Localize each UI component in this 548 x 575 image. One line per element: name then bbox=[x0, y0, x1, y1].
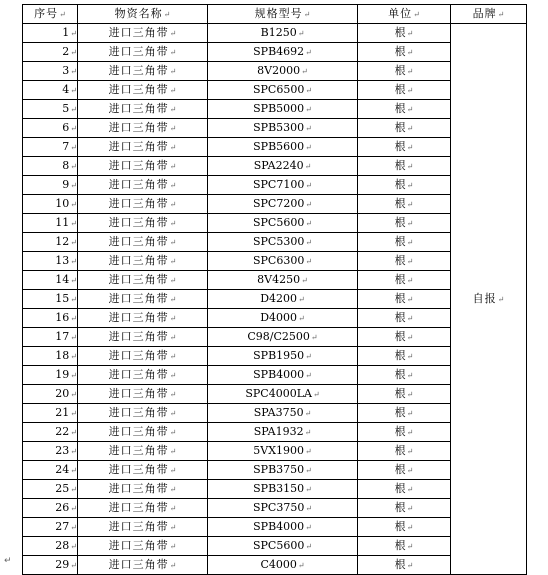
cell-model: SPB4000↵ bbox=[208, 518, 358, 537]
paragraph-mark: ↵ bbox=[406, 105, 414, 114]
paragraph-mark: ↵ bbox=[305, 48, 312, 57]
cell-unit: 根↵ bbox=[358, 385, 451, 404]
cell-unit: 根↵ bbox=[358, 480, 451, 499]
paragraph-mark: ↵ bbox=[70, 371, 77, 380]
cell-model: SPC5600↵ bbox=[208, 537, 358, 556]
cell-model: SPB5600↵ bbox=[208, 138, 358, 157]
paragraph-mark: ↵ bbox=[169, 428, 177, 437]
cell-model: C98/C2500↵ bbox=[208, 328, 358, 347]
paragraph-mark: ↵ bbox=[70, 352, 77, 361]
paragraph-mark: ↵ bbox=[169, 352, 177, 361]
paragraph-mark: ↵ bbox=[169, 219, 177, 228]
paragraph-mark: ↵ bbox=[169, 48, 177, 57]
cell-name: 进口三角带↵ bbox=[78, 195, 208, 214]
paragraph-mark: ↵ bbox=[406, 409, 414, 418]
paragraph-mark: ↵ bbox=[406, 333, 414, 342]
cell-model: SPB4000↵ bbox=[208, 366, 358, 385]
cell-no: 4↵ bbox=[23, 81, 78, 100]
paragraph-mark: ↵ bbox=[169, 314, 177, 323]
cell-name: 进口三角带↵ bbox=[78, 385, 208, 404]
paragraph-mark: ↵ bbox=[70, 162, 77, 171]
cell-unit: 根↵ bbox=[358, 423, 451, 442]
cell-name: 进口三角带↵ bbox=[78, 233, 208, 252]
paragraph-mark: ↵ bbox=[413, 10, 420, 19]
cell-model: SPC3750↵ bbox=[208, 499, 358, 518]
paragraph-mark: ↵ bbox=[169, 371, 177, 380]
paragraph-mark: ↵ bbox=[305, 143, 312, 152]
paragraph-mark: ↵ bbox=[70, 29, 77, 38]
header-cell-no: 序号↵ bbox=[23, 5, 78, 24]
paragraph-mark: ↵ bbox=[169, 295, 177, 304]
cell-model: SPB3750↵ bbox=[208, 461, 358, 480]
paragraph-mark: ↵ bbox=[169, 105, 177, 114]
cell-no: 16↵ bbox=[23, 309, 78, 328]
paragraph-mark: ↵ bbox=[4, 556, 12, 566]
cell-name: 进口三角带↵ bbox=[78, 271, 208, 290]
paragraph-mark: ↵ bbox=[70, 48, 77, 57]
cell-unit: 根↵ bbox=[358, 214, 451, 233]
cell-model: D4000↵ bbox=[208, 309, 358, 328]
paragraph-mark: ↵ bbox=[310, 333, 318, 342]
paragraph-mark: ↵ bbox=[305, 181, 313, 190]
cell-brand: 自报↵ bbox=[451, 24, 527, 575]
paragraph-mark: ↵ bbox=[169, 257, 177, 266]
paragraph-mark: ↵ bbox=[70, 485, 77, 494]
cell-no: 9↵ bbox=[23, 176, 78, 195]
paragraph-mark: ↵ bbox=[70, 105, 77, 114]
cell-model: SPB1950↵ bbox=[208, 347, 358, 366]
cell-name: 进口三角带↵ bbox=[78, 62, 208, 81]
paragraph-mark: ↵ bbox=[406, 504, 414, 513]
paragraph-mark: ↵ bbox=[406, 485, 414, 494]
paragraph-mark: ↵ bbox=[406, 200, 414, 209]
cell-unit: 根↵ bbox=[358, 62, 451, 81]
paragraph-mark: ↵ bbox=[305, 200, 313, 209]
paragraph-mark: ↵ bbox=[169, 162, 177, 171]
cell-name: 进口三角带↵ bbox=[78, 138, 208, 157]
paragraph-mark: ↵ bbox=[406, 428, 414, 437]
paragraph-mark: ↵ bbox=[169, 333, 177, 342]
cell-no: 6↵ bbox=[23, 119, 78, 138]
cell-model: SPA2240↵ bbox=[208, 157, 358, 176]
cell-unit: 根↵ bbox=[358, 100, 451, 119]
paragraph-mark: ↵ bbox=[406, 48, 414, 57]
cell-name: 进口三角带↵ bbox=[78, 157, 208, 176]
cell-name: 进口三角带↵ bbox=[78, 176, 208, 195]
cell-unit: 根↵ bbox=[358, 461, 451, 480]
cell-no: 25↵ bbox=[23, 480, 78, 499]
paragraph-mark: ↵ bbox=[70, 504, 77, 513]
paragraph-mark: ↵ bbox=[169, 409, 177, 418]
paragraph-mark: ↵ bbox=[406, 124, 414, 133]
paragraph-mark: ↵ bbox=[312, 390, 320, 399]
paragraph-mark: ↵ bbox=[70, 428, 77, 437]
paragraph-mark: ↵ bbox=[169, 523, 177, 532]
cell-no: 27↵ bbox=[23, 518, 78, 537]
paragraph-mark: ↵ bbox=[305, 352, 312, 361]
paragraph-mark: ↵ bbox=[297, 29, 305, 38]
cell-no: 7↵ bbox=[23, 138, 78, 157]
paragraph-mark: ↵ bbox=[305, 124, 312, 133]
cell-unit: 根↵ bbox=[358, 442, 451, 461]
cell-name: 进口三角带↵ bbox=[78, 347, 208, 366]
cell-name: 进口三角带↵ bbox=[78, 480, 208, 499]
cell-no: 5↵ bbox=[23, 100, 78, 119]
paragraph-mark: ↵ bbox=[305, 219, 313, 228]
paragraph-mark: ↵ bbox=[305, 447, 312, 456]
paragraph-mark: ↵ bbox=[305, 542, 313, 551]
cell-model: B1250↵ bbox=[208, 24, 358, 43]
paragraph-mark: ↵ bbox=[70, 67, 77, 76]
cell-name: 进口三角带↵ bbox=[78, 290, 208, 309]
cell-no: 23↵ bbox=[23, 442, 78, 461]
paragraph-mark: ↵ bbox=[297, 561, 305, 570]
paragraph-mark: ↵ bbox=[70, 447, 77, 456]
paragraph-mark: ↵ bbox=[169, 542, 177, 551]
cell-no: 26↵ bbox=[23, 499, 78, 518]
paragraph-mark: ↵ bbox=[70, 124, 77, 133]
paragraph-mark: ↵ bbox=[169, 143, 177, 152]
paragraph-mark: ↵ bbox=[406, 143, 414, 152]
paragraph-mark: ↵ bbox=[169, 447, 177, 456]
cell-model: SPC5600↵ bbox=[208, 214, 358, 233]
cell-name: 进口三角带↵ bbox=[78, 309, 208, 328]
cell-no: 3↵ bbox=[23, 62, 78, 81]
cell-unit: 根↵ bbox=[358, 347, 451, 366]
cell-unit: 根↵ bbox=[358, 233, 451, 252]
paragraph-mark: ↵ bbox=[305, 466, 312, 475]
cell-name: 进口三角带↵ bbox=[78, 24, 208, 43]
paragraph-mark: ↵ bbox=[304, 162, 312, 171]
paragraph-mark: ↵ bbox=[406, 542, 414, 551]
cell-unit: 根↵ bbox=[358, 176, 451, 195]
cell-no: 18↵ bbox=[23, 347, 78, 366]
paragraph-mark: ↵ bbox=[59, 10, 66, 19]
paragraph-mark: ↵ bbox=[406, 371, 414, 380]
paragraph-mark: ↵ bbox=[305, 504, 313, 513]
cell-name: 进口三角带↵ bbox=[78, 461, 208, 480]
paragraph-mark: ↵ bbox=[169, 504, 177, 513]
header-cell-brand: 品牌↵ bbox=[451, 5, 527, 24]
cell-unit: 根↵ bbox=[358, 537, 451, 556]
header-row bbox=[23, 5, 527, 24]
cell-no: 12↵ bbox=[23, 233, 78, 252]
paragraph-mark: ↵ bbox=[301, 67, 308, 76]
paragraph-mark: ↵ bbox=[406, 314, 414, 323]
paragraph-mark: ↵ bbox=[70, 86, 77, 95]
cell-unit: 根↵ bbox=[358, 138, 451, 157]
cell-name: 进口三角带↵ bbox=[78, 366, 208, 385]
spec-table bbox=[22, 4, 527, 575]
paragraph-mark: ↵ bbox=[406, 523, 414, 532]
paragraph-mark: ↵ bbox=[70, 181, 77, 190]
cell-name: 进口三角带↵ bbox=[78, 556, 208, 575]
paragraph-mark: ↵ bbox=[406, 466, 414, 475]
cell-no: 10↵ bbox=[23, 195, 78, 214]
cell-no: 29↵ bbox=[23, 556, 78, 575]
paragraph-mark: ↵ bbox=[169, 67, 177, 76]
cell-no: 13↵ bbox=[23, 252, 78, 271]
paragraph-mark: ↵ bbox=[169, 466, 177, 475]
cell-name: 进口三角带↵ bbox=[78, 499, 208, 518]
cell-unit: 根↵ bbox=[358, 366, 451, 385]
paragraph-mark: ↵ bbox=[406, 219, 414, 228]
paragraph-mark: ↵ bbox=[406, 181, 414, 190]
cell-model: SPA1932↵ bbox=[208, 423, 358, 442]
cell-model: SPC6300↵ bbox=[208, 252, 358, 271]
cell-name: 进口三角带↵ bbox=[78, 537, 208, 556]
paragraph-mark: ↵ bbox=[70, 295, 77, 304]
paragraph-mark: ↵ bbox=[406, 561, 414, 570]
paragraph-mark: ↵ bbox=[406, 276, 414, 285]
cell-no: 14↵ bbox=[23, 271, 78, 290]
cell-no: 21↵ bbox=[23, 404, 78, 423]
cell-unit: 根↵ bbox=[358, 43, 451, 62]
paragraph-mark: ↵ bbox=[298, 314, 305, 323]
paragraph-mark: ↵ bbox=[169, 181, 177, 190]
cell-no: 17↵ bbox=[23, 328, 78, 347]
cell-model: SPC5300↵ bbox=[208, 233, 358, 252]
cell-model: 8V4250↵ bbox=[208, 271, 358, 290]
paragraph-mark: ↵ bbox=[169, 485, 177, 494]
paragraph-mark: ↵ bbox=[163, 10, 171, 19]
cell-name: 进口三角带↵ bbox=[78, 328, 208, 347]
paragraph-mark: ↵ bbox=[305, 86, 313, 95]
paragraph-mark: ↵ bbox=[406, 447, 414, 456]
cell-name: 进口三角带↵ bbox=[78, 81, 208, 100]
cell-unit: 根↵ bbox=[358, 119, 451, 138]
cell-no: 8↵ bbox=[23, 157, 78, 176]
cell-unit: 根↵ bbox=[358, 195, 451, 214]
cell-model: SPA3750↵ bbox=[208, 404, 358, 423]
cell-unit: 根↵ bbox=[358, 556, 451, 575]
paragraph-mark: ↵ bbox=[169, 276, 177, 285]
paragraph-mark: ↵ bbox=[406, 295, 414, 304]
header-cell-unit: 单位↵ bbox=[358, 5, 451, 24]
cell-model: SPC7100↵ bbox=[208, 176, 358, 195]
cell-unit: 根↵ bbox=[358, 309, 451, 328]
paragraph-mark: ↵ bbox=[305, 238, 313, 247]
cell-model: SPB5000↵ bbox=[208, 100, 358, 119]
paragraph-mark: ↵ bbox=[298, 295, 305, 304]
paragraph-mark: ↵ bbox=[305, 105, 312, 114]
paragraph-mark: ↵ bbox=[303, 10, 311, 19]
cell-no: 19↵ bbox=[23, 366, 78, 385]
paragraph-mark: ↵ bbox=[169, 124, 177, 133]
paragraph-mark: ↵ bbox=[70, 143, 77, 152]
cell-model: SPB4692↵ bbox=[208, 43, 358, 62]
cell-no: 24↵ bbox=[23, 461, 78, 480]
paragraph-mark: ↵ bbox=[305, 257, 313, 266]
cell-unit: 根↵ bbox=[358, 157, 451, 176]
paragraph-mark: ↵ bbox=[70, 238, 77, 247]
cell-name: 进口三角带↵ bbox=[78, 100, 208, 119]
cell-model: SPB5300↵ bbox=[208, 119, 358, 138]
paragraph-mark: ↵ bbox=[305, 485, 312, 494]
paragraph-mark: ↵ bbox=[70, 257, 77, 266]
paragraph-mark: ↵ bbox=[406, 162, 414, 171]
cell-unit: 根↵ bbox=[358, 499, 451, 518]
paragraph-mark: ↵ bbox=[70, 561, 77, 570]
cell-model: 8V2000↵ bbox=[208, 62, 358, 81]
paragraph-mark: ↵ bbox=[305, 523, 312, 532]
paragraph-mark: ↵ bbox=[70, 523, 77, 532]
cell-model: D4200↵ bbox=[208, 290, 358, 309]
paragraph-mark: ↵ bbox=[169, 86, 177, 95]
cell-unit: 根↵ bbox=[358, 24, 451, 43]
paragraph-mark: ↵ bbox=[70, 276, 77, 285]
cell-name: 进口三角带↵ bbox=[78, 442, 208, 461]
paragraph-mark: ↵ bbox=[70, 200, 77, 209]
cell-name: 进口三角带↵ bbox=[78, 423, 208, 442]
cell-unit: 根↵ bbox=[358, 404, 451, 423]
paragraph-mark: ↵ bbox=[70, 314, 77, 323]
paragraph-mark: ↵ bbox=[304, 409, 312, 418]
cell-unit: 根↵ bbox=[358, 518, 451, 537]
paragraph-mark: ↵ bbox=[406, 257, 414, 266]
cell-no: 20↵ bbox=[23, 385, 78, 404]
paragraph-mark: ↵ bbox=[406, 238, 414, 247]
paragraph-mark: ↵ bbox=[70, 542, 77, 551]
paragraph-mark: ↵ bbox=[497, 295, 505, 304]
paragraph-mark: ↵ bbox=[497, 10, 505, 19]
cell-name: 进口三角带↵ bbox=[78, 404, 208, 423]
cell-no: 11↵ bbox=[23, 214, 78, 233]
cell-model: C4000↵ bbox=[208, 556, 358, 575]
cell-unit: 根↵ bbox=[358, 271, 451, 290]
paragraph-mark: ↵ bbox=[169, 200, 177, 209]
paragraph-mark: ↵ bbox=[70, 466, 77, 475]
cell-name: 进口三角带↵ bbox=[78, 252, 208, 271]
paragraph-mark: ↵ bbox=[406, 29, 414, 38]
paragraph-mark: ↵ bbox=[70, 333, 77, 342]
cell-model: SPC7200↵ bbox=[208, 195, 358, 214]
table-body bbox=[23, 24, 527, 575]
cell-no: 28↵ bbox=[23, 537, 78, 556]
paragraph-mark: ↵ bbox=[304, 428, 312, 437]
paragraph-mark: ↵ bbox=[301, 276, 308, 285]
cell-name: 进口三角带↵ bbox=[78, 214, 208, 233]
cell-no: 1↵ bbox=[23, 24, 78, 43]
cell-model: SPC4000LA↵ bbox=[208, 385, 358, 404]
cell-no: 22↵ bbox=[23, 423, 78, 442]
header-cell-model: 规格型号↵ bbox=[208, 5, 358, 24]
cell-no: 2↵ bbox=[23, 43, 78, 62]
cell-unit: 根↵ bbox=[358, 252, 451, 271]
cell-model: SPB3150↵ bbox=[208, 480, 358, 499]
paragraph-mark: ↵ bbox=[406, 352, 414, 361]
cell-model: 5VX1900↵ bbox=[208, 442, 358, 461]
cell-name: 进口三角带↵ bbox=[78, 43, 208, 62]
cell-no: 15↵ bbox=[23, 290, 78, 309]
paragraph-mark: ↵ bbox=[305, 371, 312, 380]
table-row bbox=[23, 24, 527, 43]
paragraph-mark: ↵ bbox=[70, 219, 77, 228]
paragraph-mark: ↵ bbox=[406, 67, 414, 76]
paragraph-mark: ↵ bbox=[169, 238, 177, 247]
cell-name: 进口三角带↵ bbox=[78, 518, 208, 537]
cell-model: SPC6500↵ bbox=[208, 81, 358, 100]
cell-unit: 根↵ bbox=[358, 290, 451, 309]
paragraph-mark: ↵ bbox=[70, 409, 77, 418]
paragraph-mark: ↵ bbox=[169, 390, 177, 399]
paragraph-mark: ↵ bbox=[70, 390, 77, 399]
paragraph-mark: ↵ bbox=[406, 390, 414, 399]
paragraph-mark: ↵ bbox=[169, 29, 177, 38]
cell-unit: 根↵ bbox=[358, 81, 451, 100]
paragraph-mark: ↵ bbox=[406, 86, 414, 95]
paragraph-mark: ↵ bbox=[169, 561, 177, 570]
cell-unit: 根↵ bbox=[358, 328, 451, 347]
header-cell-name: 物资名称↵ bbox=[78, 5, 208, 24]
cell-name: 进口三角带↵ bbox=[78, 119, 208, 138]
